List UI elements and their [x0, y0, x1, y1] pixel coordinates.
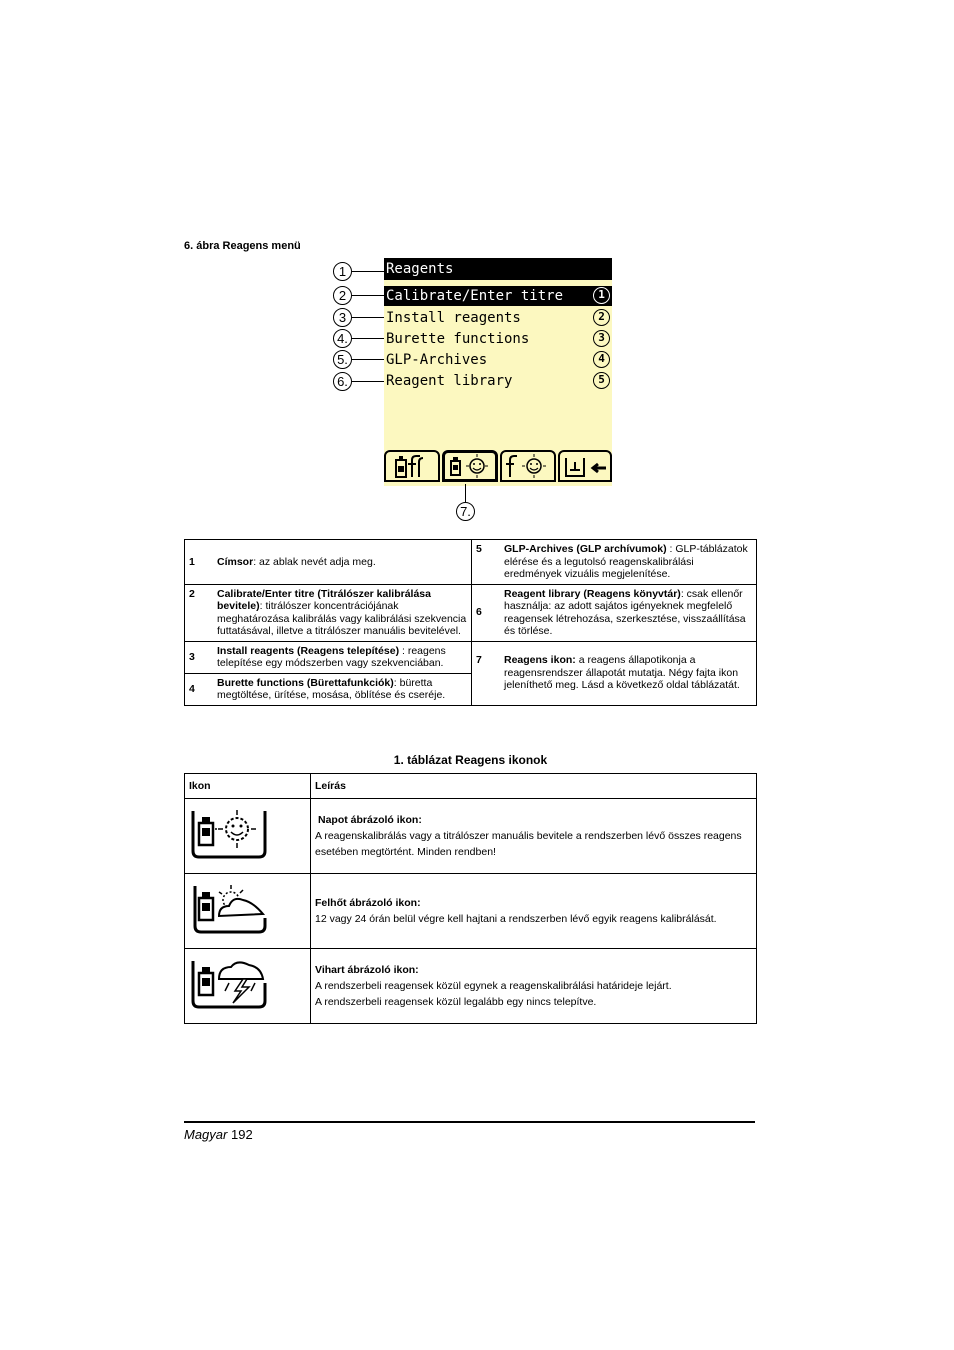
icon-title: Napot ábrázoló ikon:	[318, 814, 422, 826]
callout-leader	[352, 359, 384, 360]
menu-item-burette-functions[interactable]	[384, 329, 612, 349]
callout-7: 7.	[456, 502, 475, 521]
callout-5: 5.	[333, 350, 352, 369]
tab-reagents[interactable]	[442, 450, 498, 482]
icon-title: Vihart ábrázoló ikon:	[315, 964, 419, 976]
menu-item-install-reagents[interactable]	[384, 308, 612, 328]
legend-desc: : büretta megtöltése, ürítése, mosása, öblítése és cseréje.	[217, 676, 446, 701]
legend-number: 7	[476, 654, 482, 667]
legend-term: Reagent library (Reagens könyvtár)	[504, 587, 681, 600]
column-header: Ikon	[185, 774, 311, 799]
callout-leader	[465, 484, 466, 502]
callout-6: 6.	[333, 372, 352, 391]
icon-cell	[185, 949, 311, 1024]
icon-description: A rendszerbeli reagensek közül egynek a reagenskalibrálási határideje lejárt.	[315, 980, 672, 992]
icon-table	[184, 773, 757, 1024]
menu-number-badge: 4	[593, 351, 610, 368]
callout-2: 2	[333, 286, 352, 305]
menu-item-label: Calibrate/Enter titre	[386, 288, 564, 304]
legend-term: Calibrate/Enter titre (Titrálószer kalibrálása bevitele)	[217, 587, 431, 612]
legend-number: 3	[189, 650, 195, 663]
legend-text	[213, 553, 471, 572]
tab-calibration[interactable]	[500, 450, 556, 482]
figure-caption: 6. ábra Reagens menü	[184, 240, 301, 252]
reagents-screen	[384, 258, 612, 486]
legend-number: 4	[189, 682, 195, 695]
screen-title: Reagents	[384, 258, 612, 280]
callout-leader	[352, 381, 384, 382]
icon-cell	[185, 874, 311, 949]
description-cell	[311, 949, 757, 1024]
menu-item-label: Reagent library	[386, 373, 513, 389]
legend-text	[500, 585, 756, 641]
menu-item-reagent-library[interactable]	[384, 371, 612, 391]
icon-description: A rendszerbeli reagensek közül legalább egy nincs telepítve.	[315, 996, 597, 1008]
bottle-burette-icon	[386, 452, 438, 480]
legend-number: 6	[476, 606, 482, 619]
legend-desc: : GLP-táblázatok elérése és a legutolsó reagenskalibrálási eredmények vizuális megjelenítése.	[504, 543, 748, 580]
legend-desc: a reagens állapotikonja a reagensrendszer állapotát mutatja. Négy fajta ikon jeleníthető meg. Lásd a következő oldal táblázatát.	[504, 654, 740, 692]
sun-icon	[189, 807, 269, 861]
legend-text	[213, 585, 471, 641]
legend-text	[500, 651, 756, 695]
table-row	[185, 949, 757, 1024]
legend-desc: : csak ellenőr használja: az adott sajátos igényeknek megfelelő reagensek létrehozása, szerkesztése, visszaállítása és törlése.	[504, 587, 746, 637]
menu-number-badge: 2	[593, 309, 610, 326]
menu-item-calibrate[interactable]	[384, 286, 612, 306]
tab-methods[interactable]	[384, 450, 440, 482]
legend-text	[500, 540, 756, 584]
legend-number: 2	[189, 587, 195, 600]
table-caption: 1. táblázat Reagens ikonok	[393, 753, 548, 767]
page-number: 192	[230, 1127, 253, 1142]
legend-term: Címsor	[217, 555, 254, 568]
legend-table	[184, 539, 757, 706]
menu-item-label: Install reagents	[386, 310, 521, 326]
callout-leader	[352, 295, 384, 296]
page-footer	[184, 1127, 253, 1142]
legend-number: 1	[189, 555, 195, 568]
legend-cell	[472, 641, 757, 705]
menu-number-badge: 3	[593, 330, 610, 347]
callout-1: 1	[333, 262, 352, 281]
description-cell	[311, 874, 757, 949]
icon-description: 12 vagy 24 órán belül végre kell hajtani a rendszerben lévő egyik reagens kalibrálását.	[315, 913, 717, 925]
legend-cell	[185, 540, 472, 585]
menu-item-glp-archives[interactable]	[384, 350, 612, 370]
callout-leader	[352, 338, 384, 339]
legend-term: Burette functions (Bürettafunkciók)	[217, 676, 394, 689]
storm-icon	[189, 957, 269, 1011]
reagent-sun-icon	[445, 453, 495, 479]
column-header: Leírás	[311, 774, 757, 799]
icon-title: Felhőt ábrázoló ikon:	[315, 897, 421, 909]
menu-item-label: Burette functions	[386, 331, 530, 347]
callout-3: 3	[333, 308, 352, 327]
legend-desc: : reagens telepítése egy módszerben vagy szekvenciában.	[217, 644, 446, 669]
tab-bar	[384, 448, 612, 484]
callout-4: 4.	[333, 329, 352, 348]
legend-number: 5	[476, 543, 482, 555]
menu-number-badge: 1	[593, 287, 610, 304]
table-row	[185, 874, 757, 949]
legend-term: Reagens ikon:	[504, 654, 576, 667]
burette-sun-icon	[502, 452, 554, 480]
legend-desc: : az ablak nevét adja meg.	[253, 555, 376, 568]
legend-text	[213, 673, 471, 705]
description-cell	[311, 799, 757, 874]
cloud-icon	[189, 882, 269, 936]
callout-leader	[352, 317, 384, 318]
legend-cell	[185, 641, 472, 705]
menu-number-badge: 5	[593, 372, 610, 389]
legend-cell	[472, 584, 757, 641]
menu-item-label: GLP-Archives	[386, 352, 488, 368]
legend-desc: : titrálószer koncentrációjának meghatározása kalibrálás vagy kalibrálási szekvencia futtatásával, illetve a titrálószer manuális bevitelével.	[217, 600, 467, 637]
footer-language: Magyar	[184, 1127, 228, 1142]
tab-exit[interactable]	[558, 450, 612, 482]
legend-term: GLP-Archives (GLP archívumok)	[504, 543, 667, 555]
icon-cell	[185, 799, 311, 874]
legend-term: Install reagents (Reagens telepítése)	[217, 644, 400, 657]
footer-rule	[184, 1121, 755, 1123]
legend-text	[213, 642, 471, 673]
legend-cell	[185, 584, 472, 641]
callout-leader	[352, 271, 384, 272]
legend-cell	[472, 540, 757, 585]
beaker-exit-icon	[560, 452, 610, 480]
table-row	[185, 799, 757, 874]
icon-description: A reagenskalibrálás vagy a titrálószer manuális bevitele a rendszerben lévő összes reagens esetében megtörtént. Minden rendben!	[315, 830, 742, 858]
